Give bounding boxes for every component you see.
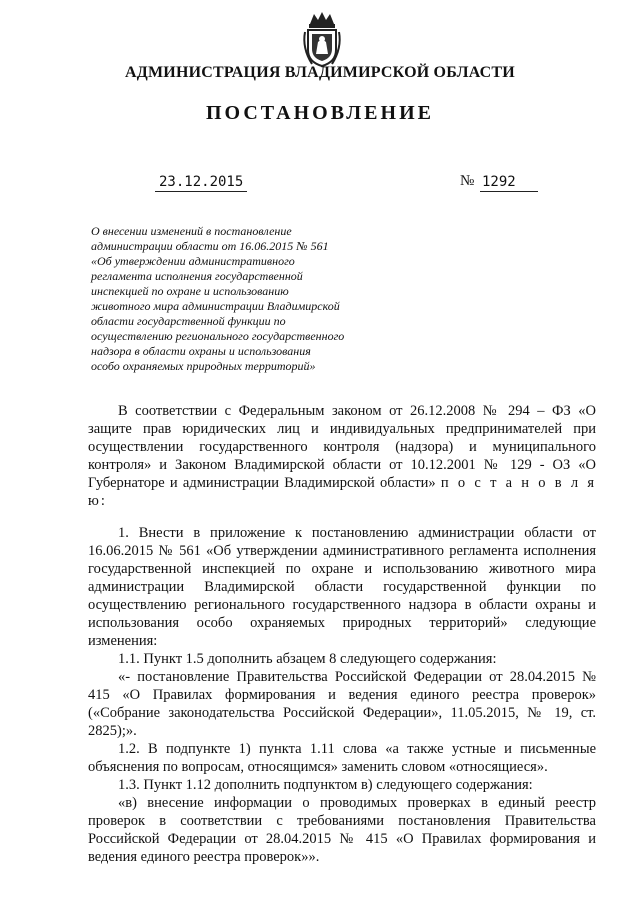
body-paragraph: «в) внесение информации о проводимых проверках в единый реестр проверок в соответствии с требованиями постановления Правительства Российской Федерации от 28.04.2015 № 415 «О Правилах формирования и ведения единого реестра проверок»».	[88, 795, 596, 865]
preamble-paragraph	[88, 402, 596, 510]
decree-word: п о с т а н о в л я ю:	[88, 475, 597, 509]
document-number: 1292	[480, 174, 538, 192]
document-date: 23.12.2015	[155, 174, 247, 192]
number-label: №	[460, 173, 475, 189]
subject-line: «Об утверждении административного	[91, 254, 295, 268]
subject-line: животного мира администрации Владимирской	[91, 299, 340, 313]
body-paragraph: 1. Внести в приложение к постановлению администрации области от 16.06.2015 № 561 «Об утверждении административного регламента исполнения государственной инспекцией по охране и использованию животного мира администрации Владимирской области государственной функции по осуществлению регионального государственного надзора в области охраны и использования особо охраняемых природных территорий» следующие изменения:	[88, 525, 596, 649]
document-body	[88, 402, 596, 866]
subject-line: области государственной функции по	[91, 314, 286, 328]
body-paragraph: 1.1. Пункт 1.5 дополнить абзацем 8 следующего содержания:	[118, 651, 497, 667]
body-paragraph: 1.3. Пункт 1.12 дополнить подпунктом в) следующего содержания:	[118, 777, 533, 793]
subject-line: администрации области от 16.06.2015 № 561	[91, 239, 329, 253]
subject-line: особо охраняемых природных территорий»	[91, 359, 316, 373]
document-type: ПОСТАНОВЛЕНИЕ	[206, 102, 434, 124]
subject-line: инспекцией по охране и использованию	[91, 284, 289, 298]
body-paragraph: «- постановление Правительства Российской Федерации от 28.04.2015 № 415 «О Правилах формирования и ведения единого реестра проверок» («Собрание законодательства Российской Федерации», 11.05.2015, № 19, ст. 2825);».	[88, 669, 596, 739]
preamble-text: В соответствии с Федеральным законом от 26.12.2008 № 294 – ФЗ «О защите прав юридических лиц и индивидуальных предпринимателей при осуществлении государственного контроля (надзора) и муниципального контроля» и Законом Владимирской области от 10.12.2001 № 129 - ОЗ «О Губернаторе и администрации Владимирской области»	[88, 403, 596, 491]
coat-of-arms-icon	[300, 10, 344, 68]
document-subject	[91, 224, 411, 374]
subject-line: осуществлению регионального государственного	[91, 329, 345, 343]
subject-line: О внесении изменений в постановление	[91, 224, 292, 238]
subject-line: регламента исполнения государственной	[91, 269, 303, 283]
organization-name: АДМИНИСТРАЦИЯ ВЛАДИМИРСКОЙ ОБЛАСТИ	[125, 64, 515, 81]
body-paragraph: 1.2. В подпункте 1) пункта 1.11 слова «а также устные и письменные объяснения по вопросам, относящимся» заменить словом «относящиеся».	[88, 741, 596, 775]
subject-line: надзора в области охраны и использования	[91, 344, 311, 358]
